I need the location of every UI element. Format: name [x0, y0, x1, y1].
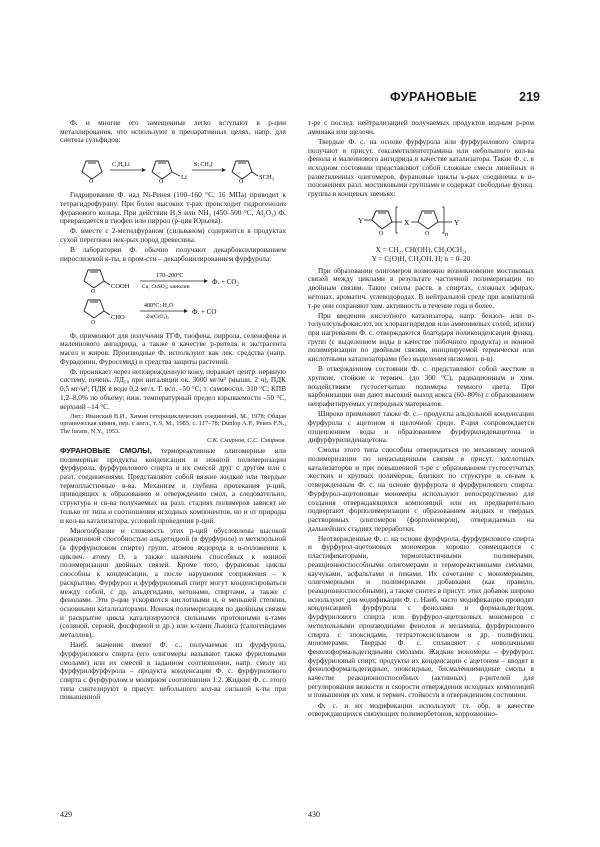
paragraph: Ф. применяют для получения ТГФ, тиофена, пиррола, селенофена и малеинового ангидрида, а также в качестве р-рителя и экстрагента масел и жиров. Производные Ф. используют как лек. средства (напр. Фурадонин, Фуросемид) и средства защиты растений.	[60, 330, 286, 366]
repeat-index: n	[445, 231, 448, 238]
left-column	[60, 119, 286, 703]
furan-ring	[152, 161, 180, 179]
furan-ring	[84, 270, 110, 288]
furan-ring	[82, 161, 102, 179]
furan-ring	[84, 300, 110, 318]
paragraph: Гидрирование Ф. над Ni-Ренея (100–160 °С, 16 МПа) приводит к тетрагидрофурану. При более высоких т-рах происходит гидрогенолиз фуранового кольца. При действии H₂S или NH₃ (450–500 °С, Al₂O₃) Ф. превращается в тиофен или пиррол (р-ция Юрьева).	[60, 190, 286, 226]
right-column	[308, 119, 534, 720]
reaction-scheme-sulfides	[60, 147, 286, 187]
reaction-scheme-decarboxylation	[60, 266, 286, 328]
paragraph: Твердые Ф. с. на основе фурфурола или фурфурилового спирта получают в присут. гексаметилентетрамина или небольшого кол-ва фенола и малеинового ангидрида в качестве катализатора. Такие Ф. с. в исходном состоянии представляют собой сложные смеси линейных и разветвленных олигомеров, фурановые циклы к-рых соединены в α-положениях разл. мостиковыми группами и содержат свободные функц. группы в концевых звеньях:	[308, 136, 534, 199]
paragraph: Ф. и многие его замещенные легко вступают в р-ции металлирования, что используют в препаративных целях, напр. для синтеза сульфидов:	[60, 118, 286, 145]
ring-oxygen: O	[159, 179, 164, 186]
ring-oxygen: O	[239, 179, 244, 186]
author-signature: С.К. Смирнов, С.С. Смирнов.	[206, 436, 286, 444]
literature-reference: Лит.: Иванский В.И., Химия гетероциклических соединений, М., 1978; Общая органическая химия, пер. с англ., т. 9, М., 1985, с. 117–78; Dunlop A.P., Peters F.N., The furans, N.Y., 1953.	[60, 412, 286, 435]
paragraph: термореактивные олигомерные или полимерные продукты конденсации и ионной полимеризации фурфурола, фурфурилового спирта и их смесей друг с другом или с разл. соединениями. Представляют собой вязкие жидкие или твердые термопластичные в-ва. Механизм и глубина протекания р-ций, приводящих к образованию и отверждению смол, а следовательно, структура и св-ва получаемых на разл. стадиях полимеров зависят не только от типа и соотношения исходных компонентов, но и от природы и кол-ва катализатора, условий проведения р-ций.	[60, 445, 286, 525]
column-number-right: 430	[308, 810, 320, 819]
end-group-label: Y	[358, 215, 364, 225]
paragraph: Неотвержденные Ф. с. на основе фурфурола, фурфурилового спирта и фурфурол-ацетоновых мономеров хорошо совмещаются с пластификаторами, термопластичными полимерами, реакционноспособными олигомерами и термореактивными смолами, каучуками, асфальтами и пеками. Их сочетание с мономерными, олигомерными и полимерными добавками (как правило, реакционноспособными), а также синтез в присут. этих добавок широко используют для модификации Ф. с. Наиб. часто модификацию проводят конденсацией фурфурола с фенолами и формальдегидом, фурфурилового спирта или фурфурол-ацетоновых мономеров с метилольными производными фенолов и меламина, фурфурилового спирта с эпоксидами, тетраэтоксисиланом и др. полифункц. мономерами. Твердые Ф. с. сплавляют с новолачными фенолоформальдегидными смолами. Жидкие мономеры – фурфурол, фурфуриловый спирт, продукты их конденсации с ацетоном – вводят в фенолоформальдегидные, эпоксидные, бисмалеинимидные смолы в качестве реакционноспособных (активных) р-рителей для регулирования вязкости и скорости отверждения исходных композиций и повышения их хим. и термич. стойкости в отвержденном состоянии.	[308, 533, 534, 700]
paragraph: В лаборатории Ф. обычно получают декарбоксилированием пирослизевой к-ты, в пром-сти – декарбонилированием фурфурола:	[60, 245, 286, 263]
bridge-label: X	[404, 217, 410, 227]
substituent-label: COOH	[111, 282, 130, 290]
furan-ring	[418, 211, 438, 229]
lithium-label: Li	[181, 174, 187, 182]
oligomer-formula	[308, 201, 534, 241]
paragraph: В отвержденном состоянии Ф. с. представляют собой жесткие и хрупкие, стойкие к термич. (до 300 °С), радиационным и хим. воздействиям густосетчатые полимеры темного цвета. При карбонизации они дают высокий выход кокса (60–80%) с образованием непрафитируемых углеродных материалов.	[308, 364, 534, 409]
reagent-label: S; CH₃I	[194, 162, 213, 169]
bracket	[442, 207, 444, 233]
formula-line: X = CH₂, CH(OH), CH₂OCH₂,	[375, 244, 467, 254]
substituent-label: CHO	[111, 313, 125, 321]
condition-label: Zn(CrO₄)₂	[146, 313, 170, 320]
furan-ring	[372, 211, 392, 229]
paragraph: Широко применяют также Ф. с.– продукты альдольной конденсации фурфурола с ацетоном в щелочной среде. Р-ция сопровождается отщеплением воды и образованием фурфурилиденацетона и дифурфурилиденацетона.	[308, 409, 534, 445]
page-number: 219	[519, 90, 540, 104]
running-header	[390, 90, 540, 106]
condition-label: Cu; CuSO₄; хинолин	[142, 283, 190, 290]
paragraph: При образовании олигомеров возможно возникновение мостиковых связей между циклами в результате частичной полимеризации по двойным связям. Такие смолы раств. в спиртах, сложных эфирах, кетонах, ароматич. углеводородах. В нейтральной среде при комнатной т-ре они сохраняют хим. активность в течение года и более.	[308, 265, 534, 310]
reagent-label: C₄H₉Li	[112, 162, 130, 169]
formula-line: Y = C(O)H, CH₂OH, H; n = 0–20	[371, 253, 471, 263]
paragraph: При введении кислотного катализатора, напр. бензол- или п-толуолсульфокислот, их хлорангидридов или аммониевых солей, и(или) при нагревании Ф. с. отверждаются благодаря поликонденсации функц. групп (с выделением воды в качестве побочного продукта) и ионной полимеризации по двойным связям, инициируемой термически или кислотными катализаторами (без выделения низкомол. в-в).	[308, 310, 534, 364]
paragraph: Наиб. значение имеют Ф. с., получаемые из фурфурола, фурфурилового спирта (его олигомеры называют также фуриловыми смолами) или их смесей в заданном соотношении, напр. смолу из фурфурилфурфурола – продукта конденсации Ф. с. фурфурилового спирта с фурфуролом в молярном соотношении 1:2. Жидкие Ф. с. этого типа синтезируют в присут. небольшого кол-ва сильной к-ты при повышенной	[60, 640, 286, 702]
paragraph: Ф. с. и их модификации используют гл. обр. в качестве отверждающихся связующих полимербетонов, коррозионно-	[308, 700, 534, 719]
article-headword: ФУРАНОВЫЕ СМОЛЫ,	[60, 445, 152, 455]
ring-oxygen: O	[89, 179, 94, 186]
svg-text:O: O	[379, 230, 384, 237]
paragraph: Ф. проникает через неповрежденную кожу, поражает центр. нервную систему, печень. ЛД₅₀ при ингаляции ок. 3000 мг/м³ (мыши, 2 ч), ПДК 0,5 мг/м³; ПДК в воде 0,2 мг/л. Т. всп. –50 °С; т. самовоспл. 310 °С; КПВ 1,2–8,0% по объему; ниж. температурный предел взрываемости –50 °С, верхний –14 °С.	[60, 366, 286, 411]
formula-legend	[308, 245, 534, 263]
paragraph: Ф. вместе с 2-метилфураном (сильваном) содержится в продуктах сухой перегонки нек-рых пород древесины.	[60, 226, 286, 245]
svg-text:O: O	[91, 319, 96, 326]
svg-text:O: O	[91, 288, 96, 295]
substituent-label: SCH₃	[259, 174, 274, 182]
svg-text:O: O	[425, 230, 430, 237]
condition-label: 400°С; H₂O	[144, 302, 174, 309]
running-title: ФУРАНОВЫЕ	[390, 90, 478, 104]
condition-label: 170–200°С	[156, 272, 184, 279]
product-label: Ф. + CO	[192, 307, 217, 316]
column-number-left: 429	[60, 810, 72, 819]
paragraph: Многообразие и сложность этих р-ций обусловлены высокой реакционной способностью альдегидной (в фурфуроле) и метилольной (в фурфуриловом спирте) групп, атомов водорода в α-положении к циклич. атому О, а также наличием способных к ионной полимеризации двойных связей. Кроме того, фурановые циклы способны к конденсации, а после нарушения сопряжения – к раскрытию. Фурфурол и фурфуриловый спирт могут конденсироваться между собой, с др. альдегидами, кетонами, спиртами, а также с фенолами. Эти р-ции ускоряются кислотными и, в меньшей степени, основными катализаторами. Ионная полимеризация по двойным связям и раскрытие цикла катализируются сильными протонными к-тами (соляной, серной, фосфорной и др.) или к-тами Льюиса (галогенидами металлов).	[60, 525, 286, 640]
product-label: Ф. + CO₂	[212, 277, 239, 286]
bracket	[396, 207, 398, 233]
article-start	[60, 447, 286, 525]
paragraph: т-ре с послед. нейтрализацией получаемых продуктов водным р-ром аммиака или щелочи.	[308, 118, 534, 136]
paragraph: Смолы этого типа способны отверждаться по механизму ионной полимеризации по ненасыщенным связям в присут. кислотных катализаторов и при повышенной т-ре с образованием густосетчатых жестких и хрупких полимеров, близких по структуре и св-вам к отвержденным Ф. с. на основе фурфурола и фурфурилового спирта. Фурфурол-ацетоновые мономеры используют непосредственно для создания отверждающихся композиций или их предварительно подвергают форполимеризации с образованием жидких и твердых растворимых олигомеров (форполимеров), отверждаемых на дальнейших стадиях переработки.	[308, 445, 534, 533]
furan-ring	[232, 161, 258, 179]
end-group-label: Y	[454, 217, 460, 227]
